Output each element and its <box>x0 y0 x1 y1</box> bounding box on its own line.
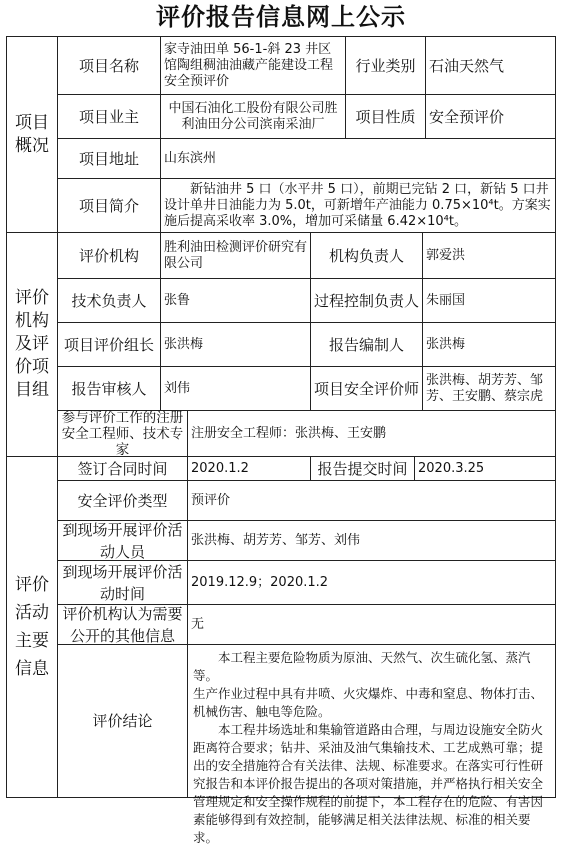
section-overview-text: 项目概况 <box>15 112 49 156</box>
tech-head-value: 张鲁 <box>161 279 311 323</box>
conclusion-paragraph-3: 本工程井场选址和集输管道路由合理，与周边设施安全防火距离符合要求；钻井、采油及油气集输技术、工艺成熟可靠；提出的安全措施符合有关法律、法规、标准要求。在落实可行性研究报告和本评价报告提出的各项对策措施，并严格执行相关安全管理规定和安全操作规程的前提下，本工程存在的危险、有害因素能够得到有效控制，能够满足相关法律法规、标准的相关要求。 <box>193 722 544 845</box>
tech-head-label: 技术负责人 <box>58 279 161 323</box>
conclusion-paragraph-1: 本工程主要危险物质为原油、天然气、次生硫化氢、蒸汽等。 <box>193 650 531 683</box>
engineers-value: 注册安全工程师：张洪梅、王安鹏 <box>188 411 555 457</box>
site-time-label: 到现场开展评价活动时间 <box>58 561 188 605</box>
section-team-label <box>7 233 58 457</box>
org-head-label: 机构负责人 <box>311 233 423 279</box>
section-team-text: 评价机构及评价项目组 <box>15 288 49 400</box>
process-head-label: 过程控制负责人 <box>311 279 423 323</box>
project-address-value: 山东滨州 <box>161 139 555 179</box>
contract-time-value: 2020.1.2 <box>188 457 311 481</box>
disclosure-table <box>6 36 556 845</box>
industry-value: 石油天然气 <box>426 37 555 95</box>
report-time-value: 2020.3.25 <box>415 457 555 481</box>
evaluators-label: 项目安全评价师 <box>311 367 423 411</box>
project-nature-label: 项目性质 <box>346 95 426 139</box>
project-name-value: 家寺油田单 56-1-斜 23 井区馆陶组稠油油藏产能建设工程安全预评价 <box>161 37 346 95</box>
other-info-value: 无 <box>188 605 555 645</box>
project-address-label: 项目地址 <box>58 139 161 179</box>
org-head-value: 郭爱洪 <box>423 233 555 279</box>
team-leader-value: 张洪梅 <box>161 323 311 367</box>
project-nature-value: 安全预评价 <box>426 95 555 139</box>
conclusion-paragraph-2: 生产作业过程中具有井喷、火灾爆炸、中毒和窒息、物体打击、机械伤害、触电等危险。 <box>193 686 544 719</box>
project-summary-value: 新钻油井 5 口（水平井 5 口），前期已完钻 2 口，新钻 5 口井设计单井日油能力为 5.0t，可新增年产油能力 0.75×10⁴t。方案实施后提高采收率 3.0%，增加可采储量 6.42×10⁴t。 <box>164 181 551 229</box>
engineers-label: 参与评价工作的注册安全工程师、技术专家 <box>58 411 188 457</box>
evaluators-value: 张洪梅、胡芳芳、邹芳、王安鹏、蔡宗虎 <box>423 367 555 411</box>
org-value: 胜利油田检测评价研究有限公司 <box>161 233 311 279</box>
project-owner-value: 中国石油化工股份有限公司胜利油田分公司滨南采油厂 <box>161 95 346 139</box>
reviewer-value: 刘伟 <box>161 367 311 411</box>
other-info-label: 评价机构认为需要公开的其他信息 <box>58 605 188 645</box>
process-head-value: 朱丽国 <box>423 279 555 323</box>
team-leader-label: 项目评价组长 <box>58 323 161 367</box>
eval-type-label: 安全评价类型 <box>58 481 188 521</box>
project-summary-label: 项目简介 <box>58 179 161 233</box>
report-writer-label: 报告编制人 <box>311 323 423 367</box>
page-title: 评价报告信息网上公示 <box>156 3 406 31</box>
report-time-label: 报告提交时间 <box>311 457 415 481</box>
project-owner-label: 项目业主 <box>58 95 161 139</box>
report-writer-value: 张洪梅 <box>423 323 555 367</box>
conclusion-label: 评价结论 <box>58 645 188 797</box>
section-activity-label <box>7 457 58 797</box>
site-staff-label: 到现场开展评价活动人员 <box>58 521 188 561</box>
industry-label: 行业类别 <box>346 37 426 95</box>
contract-time-label: 签订合同时间 <box>58 457 188 481</box>
project-summary-cell <box>161 179 555 233</box>
org-label: 评价机构 <box>58 233 161 279</box>
section-activity-text: 评价活动主要信息 <box>15 575 49 679</box>
project-name-label: 项目名称 <box>58 37 161 95</box>
site-staff-value: 张洪梅、胡芳芳、邹芳、刘伟 <box>188 521 555 561</box>
site-time-value: 2019.12.9；2020.1.2 <box>188 561 555 605</box>
section-overview-label <box>7 37 58 233</box>
conclusion-value <box>188 645 555 845</box>
reviewer-label: 报告审核人 <box>58 367 161 411</box>
eval-type-value: 预评价 <box>188 481 555 521</box>
